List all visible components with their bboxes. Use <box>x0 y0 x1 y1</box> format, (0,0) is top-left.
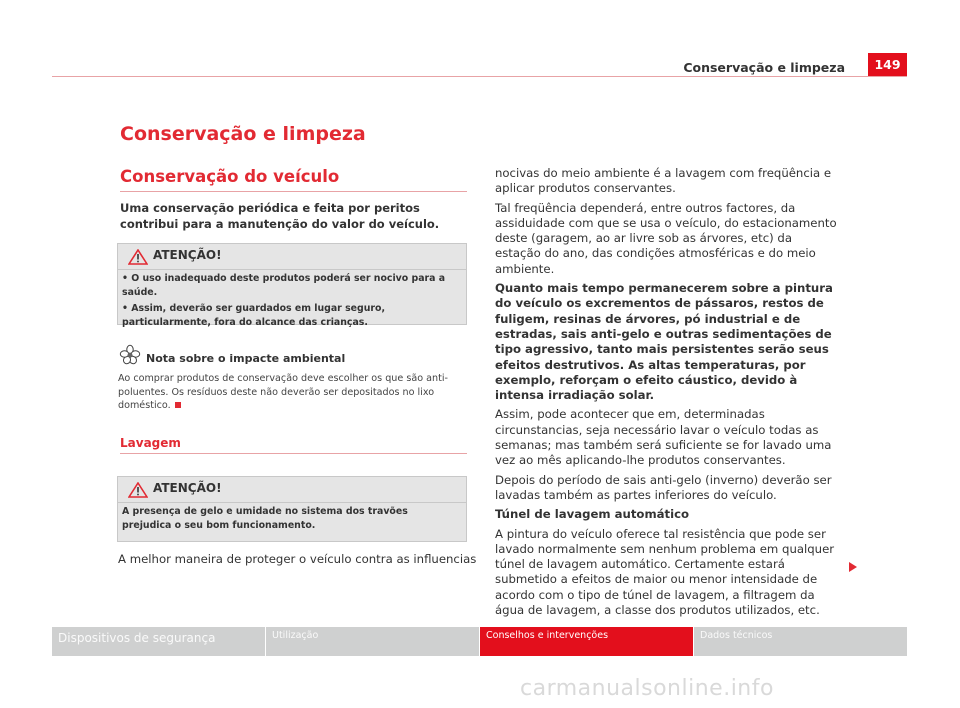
warning-item: • Assim, deverão ser guardados em lugar seguro, particularmente, fora do alcance das crianças. <box>122 303 386 328</box>
running-header-title: Conservação e limpeza <box>683 60 845 75</box>
chapter-title: Conservação e limpeza <box>120 123 366 145</box>
environment-note-body: Ao comprar produtos de conservação deve escolher os que são anti-poluentes. Os resíduos deste não deverão ser depositados no lixo doméstico. <box>118 373 448 411</box>
warning-title: ATENÇÃO! <box>153 248 222 262</box>
warning-header <box>118 244 466 270</box>
warning-box-brakes <box>117 476 467 542</box>
footer-tab-maintenance[interactable]: Conselhos e intervenções <box>480 627 693 656</box>
watermark: carmanualsonline.info <box>520 676 774 701</box>
right-column <box>495 166 840 622</box>
environment-note-text <box>118 372 448 413</box>
warning-body <box>122 272 460 332</box>
warning-triangle-icon <box>128 482 148 498</box>
lavagem-paragraph-start: A melhor maneira de proteger o veículo contra as influencias <box>118 552 477 566</box>
warning-box-products <box>117 243 467 328</box>
header-rule <box>52 76 907 77</box>
warning-item: • O uso inadequado deste produtos poderá ser nocivo para a saúde. <box>122 273 446 298</box>
environment-note-title: Nota sobre o impacte ambiental <box>146 352 346 365</box>
continue-arrow-icon <box>848 561 858 573</box>
footer-tab-technical-data[interactable]: Dados técnicos <box>694 627 907 656</box>
warning-item: A presença de gelo e umidade no sistema dos travões prejudica o seu bom funcionamento. <box>122 506 408 531</box>
warning-triangle-icon <box>128 249 148 265</box>
page-number: 149 <box>868 53 907 77</box>
end-of-section-marker <box>175 402 181 408</box>
paragraph: nocivas do meio ambiente é a lavagem com freqüência e aplicar produtos conservantes. <box>495 166 832 196</box>
bold-paragraph: Quanto mais tempo permanecerem sobre a pintura do veículo os excrementos de pássaros, restos de fuligem, resinas de árvores, pó industrial e de estradas, sais anti-gelo e outras sedimentações de tipo agressivo, tanto mais persistentes serão seus efeitos destrutivos. As altas temperaturas, por exemplo, reforçam o efeito cáustico, devido à intensa irradiação solar. <box>495 281 833 403</box>
warning-body <box>122 505 460 535</box>
paragraph: Tal freqüência dependerá, entre outros factores, da assiduidade com que se usa o veículo, do estacionamento deste (garagem, ao ar livre sob as árvores, etc) da estação do ano, das condições atmosféricas e do meio ambiente. <box>495 200 837 276</box>
subsection-title-lavagem: Lavagem <box>120 436 181 450</box>
subsection-rule <box>120 453 467 454</box>
subheading-car-wash: Túnel de lavagem automático <box>495 507 690 522</box>
paragraph: Depois do período de sais anti-gelo (inverno) deverão ser lavadas também as partes inferiores do veículo. <box>495 472 832 502</box>
environment-flower-icon <box>119 344 141 366</box>
footer-tab-safety[interactable]: Dispositivos de segurança <box>52 627 265 656</box>
footer-tab-usage[interactable]: Utilização <box>266 627 479 656</box>
warning-header <box>118 477 466 503</box>
paragraph: Assim, pode acontecer que em, determinadas circunstancias, seja necessário lavar o veículo todas as semanas; mas também será suficiente se for lavado uma vez ao mês aplicando-lhe produtos conservantes. <box>495 407 832 468</box>
paragraph: A pintura do veículo oferece tal resistência que pode ser lavado normalmente sem nenhum problema em qualquer túnel de lavagem automático. Certamente estará submetido a efeitos de maior ou menor intensidade de acordo com o tipo de túnel de lavagem, a filtragem da água de lavagem, a classe dos produtos utilizados, etc. <box>495 526 835 618</box>
section-title: Conservação do veículo <box>120 167 340 186</box>
intro-paragraph: Uma conservação periódica e feita por peritos contribui para a manutenção do valor do veículo. <box>120 201 440 231</box>
section-rule <box>120 191 467 192</box>
warning-title: ATENÇÃO! <box>153 481 222 495</box>
